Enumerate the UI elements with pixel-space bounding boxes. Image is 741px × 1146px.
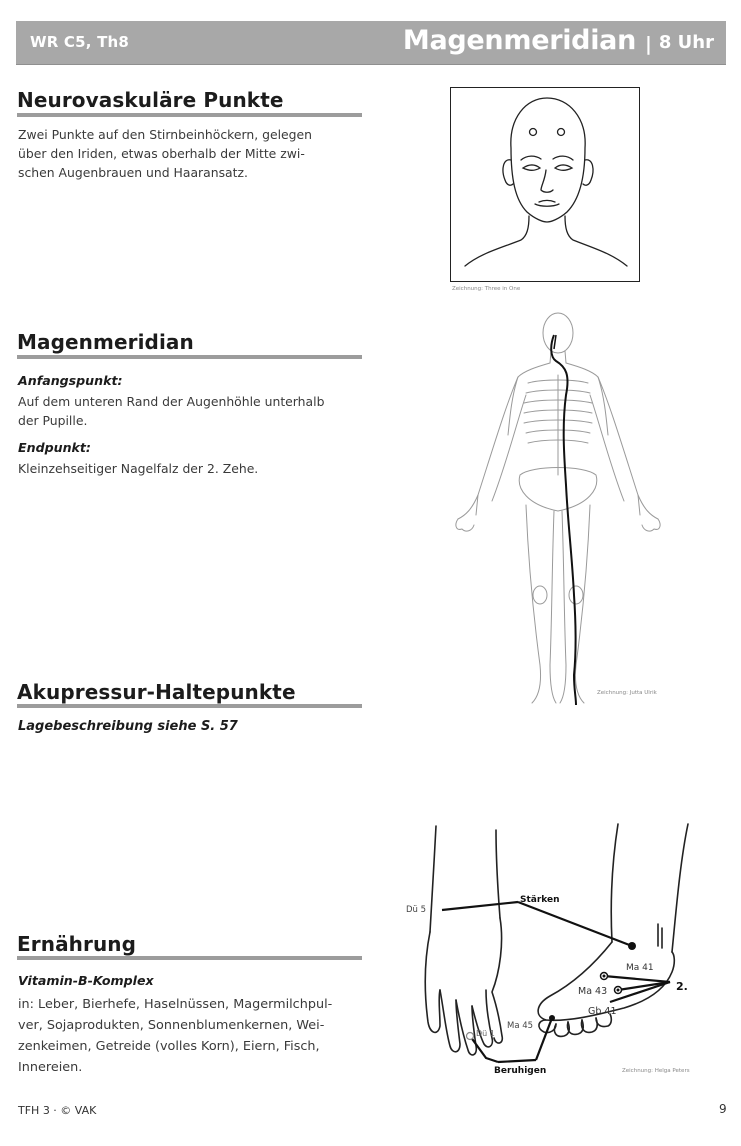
neuro-title: Neurovaskuläre Punkte <box>17 88 284 112</box>
body-credit: Zeichnung: Jutta Ulrik <box>597 690 657 696</box>
neuro-rule <box>17 113 362 117</box>
meridian-title: Magenmeridian <box>17 330 194 354</box>
ernaehrung-line-1: in: Leber, Bierhefe, Haselnüssen, Magermilchpul- <box>18 997 333 1012</box>
du5-label: Dü 5 <box>406 905 427 915</box>
page-title: Magenmeridian <box>402 25 636 56</box>
gb41-label: Gb 41 <box>588 1006 617 1017</box>
neuro-line-2: über den Iriden, etwas oberhalb der Mitte zwi- <box>18 146 305 161</box>
akupressur-subtitle: Lagebeschreibung siehe S. 57 <box>18 719 238 734</box>
beruhigen-pointer <box>498 1060 536 1062</box>
neuro-line-1: Zwei Punkte auf den Stirnbeinhöckern, gelegen <box>18 127 312 142</box>
ernaehrung-rule <box>17 956 362 960</box>
meridian-start-line-2: der Pupille. <box>18 413 88 428</box>
ma43-pointer <box>604 976 670 982</box>
ma43-label: Ma 43 <box>578 986 608 997</box>
due1-point <box>467 1033 474 1040</box>
neuro-point-right <box>558 129 565 136</box>
meridian-start-label: Anfangspunkt: <box>18 373 123 388</box>
meridian-end-text: Kleinzehseitiger Nagelfalz der 2. Zehe. <box>18 461 259 476</box>
meridian-end-label: Endpunkt: <box>18 440 91 455</box>
ernaehrung-line-2: ver, Sojaprodukten, Sonnenblumenkernen, Wei- <box>18 1018 325 1033</box>
header-time: 8 Uhr <box>658 32 714 53</box>
ma41-label: Ma 41 <box>626 963 654 973</box>
staerken-label: Stärken <box>520 895 560 905</box>
ma41-point <box>628 942 636 950</box>
header-separator: | <box>645 33 652 55</box>
beruhigen-label: Beruhigen <box>494 1066 547 1076</box>
meridian-start-line-1: Auf dem unteren Rand der Augenhöhle unterhalb <box>18 394 325 409</box>
ernaehrung-line-4: Innereien. <box>18 1060 83 1075</box>
du5-pointer <box>442 902 518 910</box>
face-credit: Zeichnung: Three in One <box>452 286 521 292</box>
ernaehrung-title: Ernährung <box>17 932 137 956</box>
toe2-label: 2. <box>676 980 688 993</box>
header-code: WR C5, Th8 <box>30 33 130 51</box>
acupressure-points-illustration <box>400 822 720 1080</box>
ma45-point <box>549 1015 555 1021</box>
due1-label: Dü 1 <box>476 1029 495 1038</box>
akupressur-rule <box>17 704 362 708</box>
face-illustration <box>451 88 639 281</box>
meridian-rule <box>17 355 362 359</box>
meridian-start-text <box>18 392 363 430</box>
ma41-pointer <box>518 902 632 946</box>
neuro-body <box>18 125 363 182</box>
footer-copyright: TFH 3 · © VAK <box>18 1104 97 1117</box>
hands-credit: Zeichnung: Helga Peters <box>622 1068 690 1074</box>
body-meridian-illustration <box>448 305 668 710</box>
ernaehrung-line-3: zenkeimen, Getreide (volles Korn), Eiern, Fisch, <box>18 1039 320 1054</box>
ernaehrung-body <box>18 994 363 1078</box>
header-bar <box>16 21 726 65</box>
face-figure <box>450 87 640 282</box>
neuro-line-3: schen Augenbrauen und Haaransatz. <box>18 165 248 180</box>
ernaehrung-subtitle: Vitamin-B-Komplex <box>18 973 154 988</box>
akupressur-title: Akupressur-Haltepunkte <box>17 680 296 704</box>
ma45-label: Ma 45 <box>507 1021 534 1031</box>
page-number: 9 <box>719 1102 727 1116</box>
neuro-point-left <box>530 129 537 136</box>
